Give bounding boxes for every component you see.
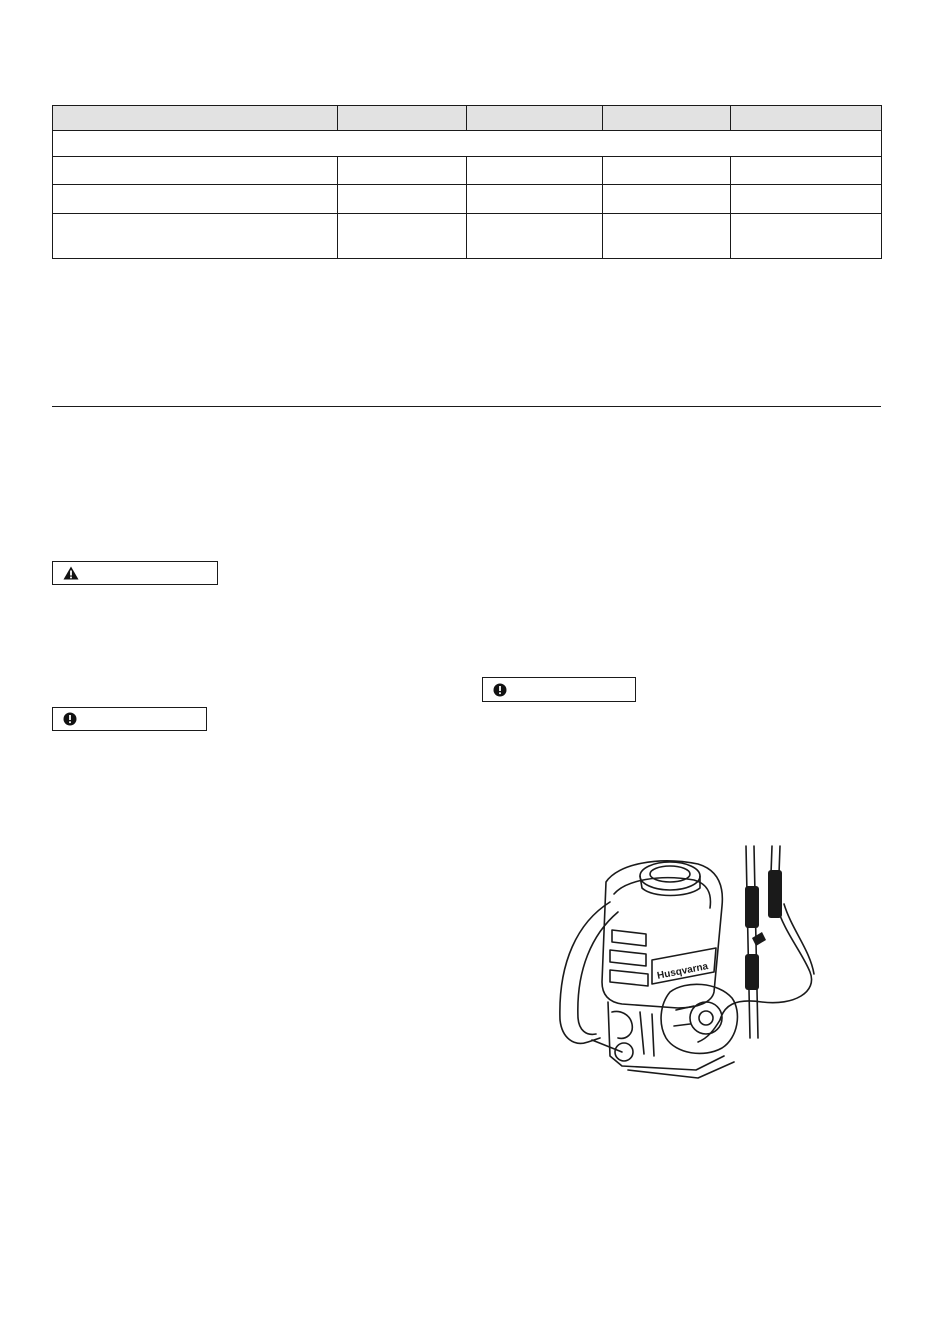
warning-notice — [52, 561, 218, 585]
table-cell — [731, 214, 882, 259]
table-cell — [731, 185, 882, 214]
table-cell — [53, 157, 338, 185]
section-cell — [53, 131, 882, 157]
table-row — [53, 157, 882, 185]
important-notice-left — [52, 707, 207, 731]
table-cell — [467, 214, 603, 259]
header-cell — [53, 106, 338, 131]
header-cell — [338, 106, 467, 131]
exclamation-circle-icon — [493, 683, 507, 697]
table-cell — [338, 214, 467, 259]
table-section-row — [53, 131, 882, 157]
table-cell — [603, 157, 731, 185]
table-row — [53, 214, 882, 259]
table-cell — [338, 157, 467, 185]
section-divider — [52, 406, 881, 407]
table-header-row — [53, 106, 882, 131]
table-cell — [603, 214, 731, 259]
header-cell — [731, 106, 882, 131]
table-cell — [467, 185, 603, 214]
table-cell — [53, 214, 338, 259]
important-notice-right — [482, 677, 636, 702]
exclamation-circle-icon — [63, 712, 77, 726]
table-row — [53, 185, 882, 214]
table-cell — [53, 185, 338, 214]
table-cell — [603, 185, 731, 214]
table-cell — [731, 157, 882, 185]
brand-logo-text: Husqvarna — [656, 961, 710, 982]
warning-triangle-icon — [63, 566, 79, 580]
table-cell — [338, 185, 467, 214]
table-cell — [467, 157, 603, 185]
backpack-sprayer-illustration — [548, 842, 816, 1088]
spec-table — [52, 105, 882, 259]
header-cell — [603, 106, 731, 131]
header-cell — [467, 106, 603, 131]
